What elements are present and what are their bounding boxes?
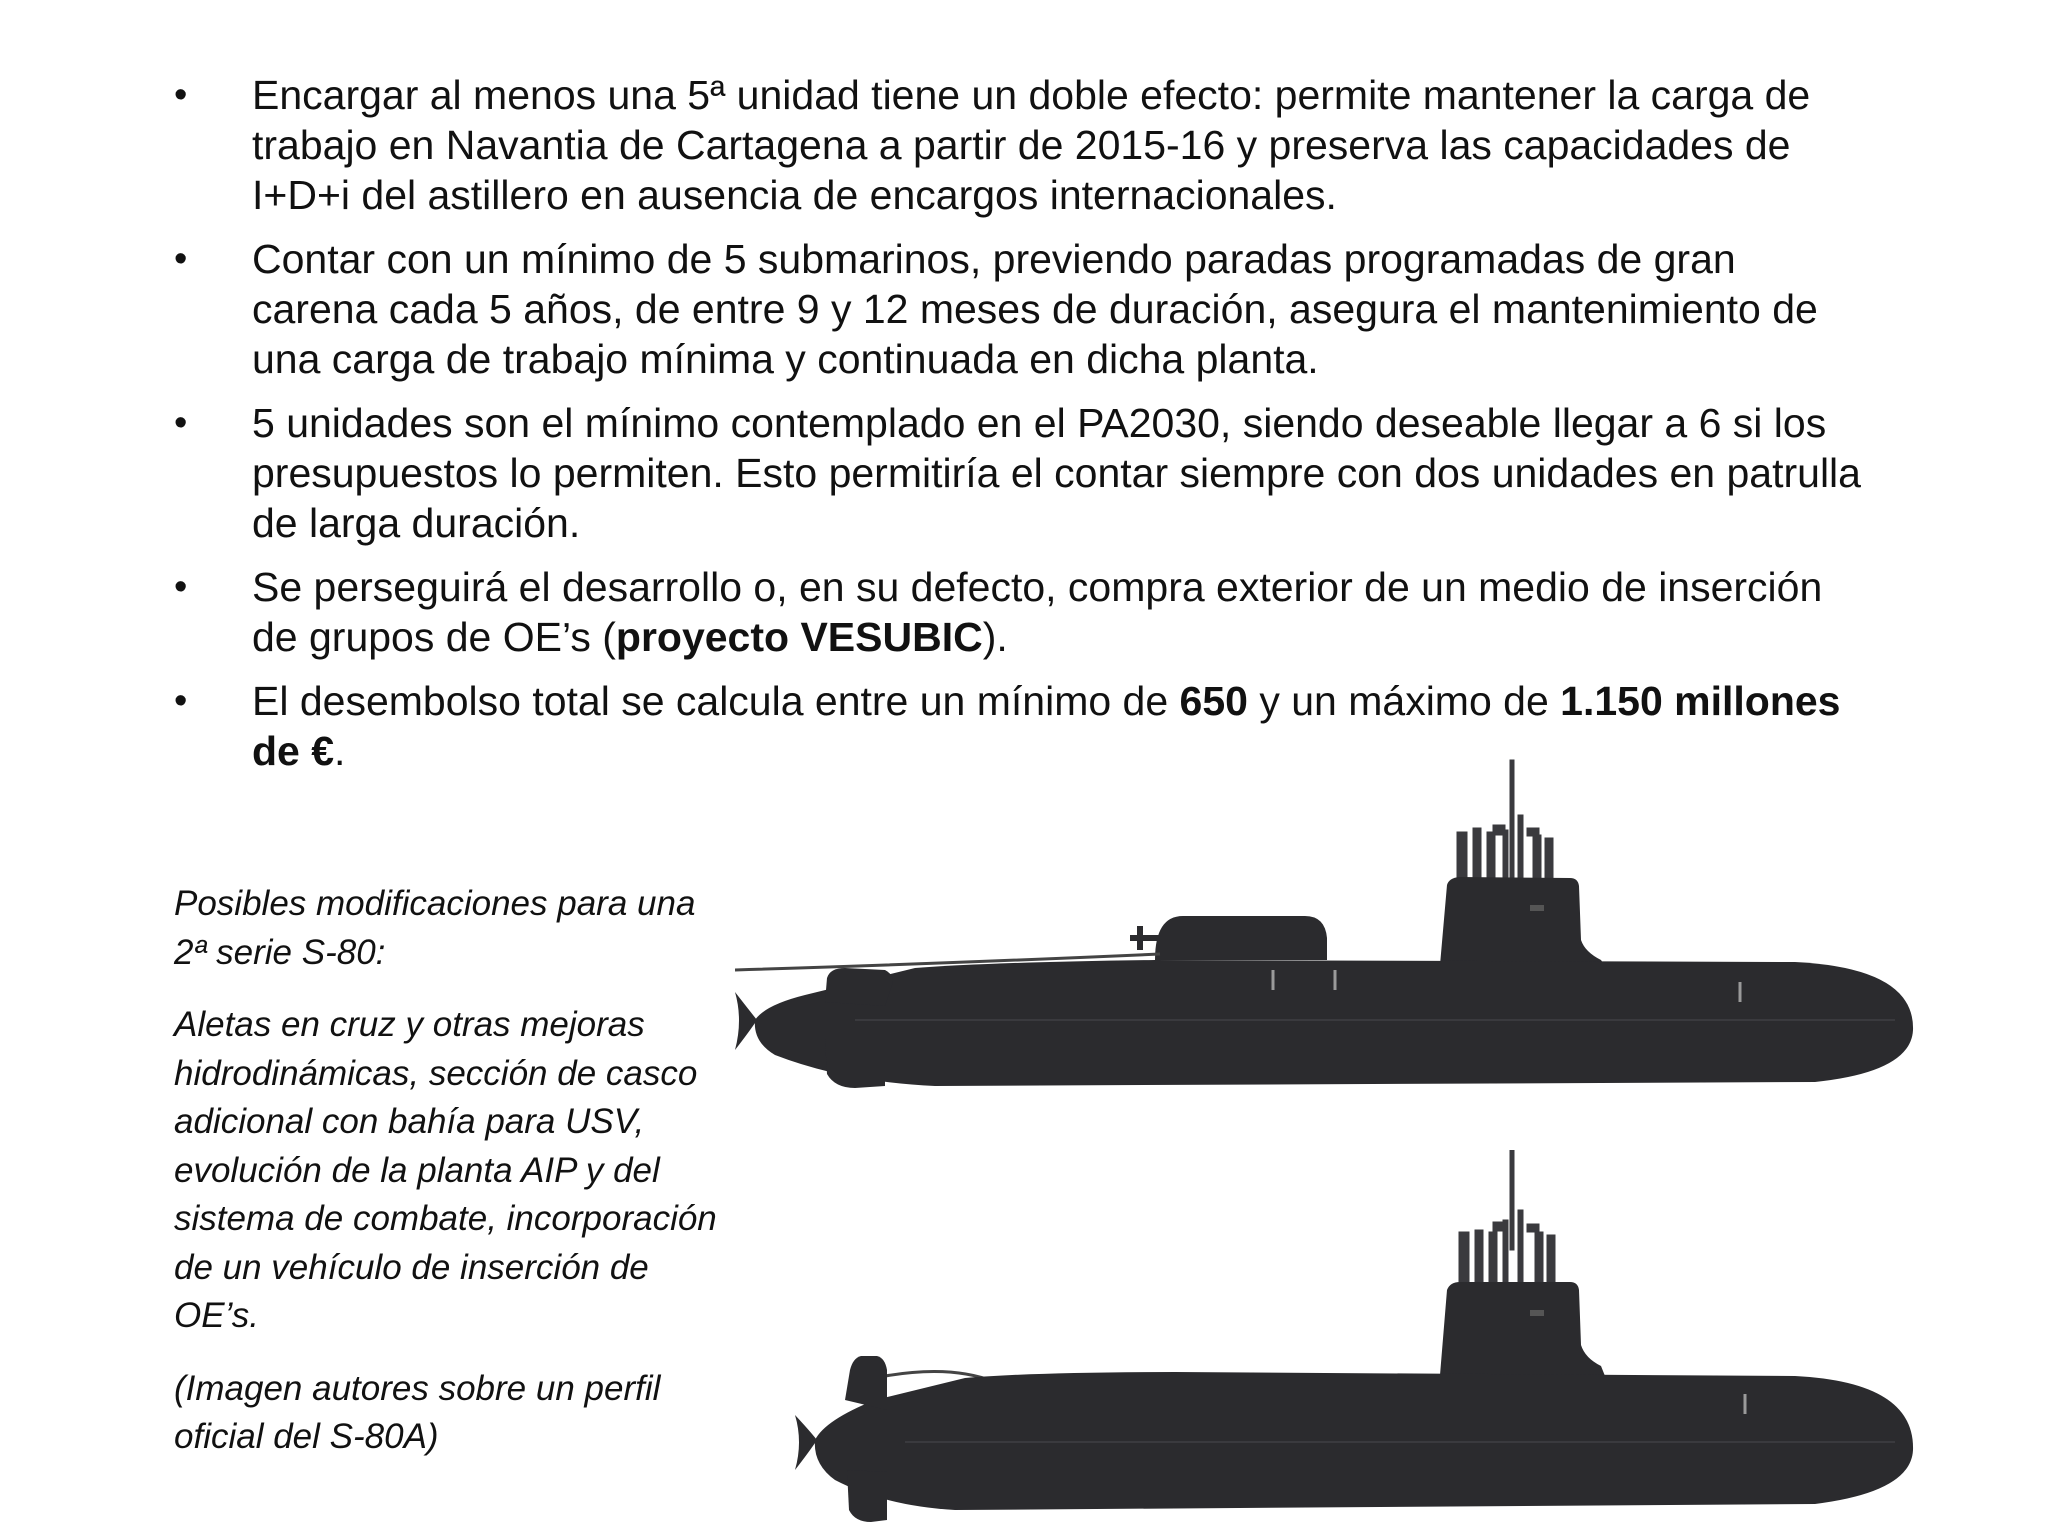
caption-body: Aletas en cruz y otras mejoras hidrodinámicas, sección de casco adicional con bahía para USV, evolución de la planta AIP y del sistema de combate, incorporación de un vehículo de inserción de OE’s. (174, 1005, 717, 1335)
rudder (845, 1356, 887, 1410)
usv-pod (1155, 916, 1327, 960)
max-amount: 1.150 millones de € (252, 678, 1841, 774)
bullet-marker: • (174, 402, 188, 444)
propeller (795, 1415, 817, 1470)
bullet-item (0, 398, 2048, 548)
bullet-item (0, 70, 2048, 220)
bullet-text-pre: El desembolso total se calcula entre un mínimo de (252, 678, 1180, 724)
tail-fin-lower (847, 1470, 887, 1522)
bullet-text-pre: Se perseguirá el desarrollo o, en su defecto, compra exterior de un medio de inserción de grupos de OE’s ( (252, 564, 1823, 660)
mast-group (1459, 1150, 1555, 1295)
bullet-text: 5 unidades son el mínimo contemplado en el PA2030, siendo deseable llegar a 6 si los presupuestos lo permiten. Esto permitiría el contar siempre con dos unidades en patrulla de larga duración. (252, 400, 1861, 546)
submarine-profile-modified (735, 720, 1915, 1110)
tail-fin-lower (825, 1038, 885, 1088)
sail-window (1530, 905, 1544, 911)
bullet-item (0, 234, 2048, 384)
bullet-item (0, 562, 2048, 662)
sail (1440, 877, 1605, 966)
tail-fin-upper (825, 968, 893, 1006)
sail (1440, 1282, 1605, 1376)
bullet-marker: • (174, 238, 188, 280)
min-amount: 650 (1179, 678, 1248, 724)
bullet-text: Encargar al menos una 5ª unidad tiene un doble efecto: permite mantener la carga de trabajo en Navantia de Cartagena a partir de 2015-16 y preserva las capacidades de I+D+i del astillero en ausencia de encargos internacionales. (252, 72, 1811, 218)
caption-credit: (Imagen autores sobre un perfil oficial del S-80A) (174, 1368, 661, 1456)
bullet-text-post: . (334, 728, 346, 774)
caption-title: Posibles modificaciones para una 2ª serie S-80: (174, 884, 696, 972)
bullet-marker: • (174, 680, 188, 722)
bullet-list (0, 70, 2048, 790)
sail-window (1530, 1310, 1544, 1316)
bullet-text-mid: y un máximo de (1247, 678, 1561, 724)
image-caption (174, 880, 734, 1486)
bullet-marker: • (174, 74, 188, 116)
bullet-text-bold: proyecto VESUBIC (615, 614, 983, 660)
usv-propeller (1130, 926, 1160, 950)
bullet-text: Contar con un mínimo de 5 submarinos, previendo paradas programadas de gran carena cada 5 años, de entre 9 y 12 meses de duración, asegura el mantenimiento de una carga de trabajo mínima y continuada en dicha planta. (252, 236, 1818, 382)
submarine-profile-s80a (795, 1150, 1915, 1531)
bullet-marker: • (174, 566, 188, 608)
propeller (735, 992, 757, 1050)
bullet-text-post: ). (982, 614, 1008, 660)
